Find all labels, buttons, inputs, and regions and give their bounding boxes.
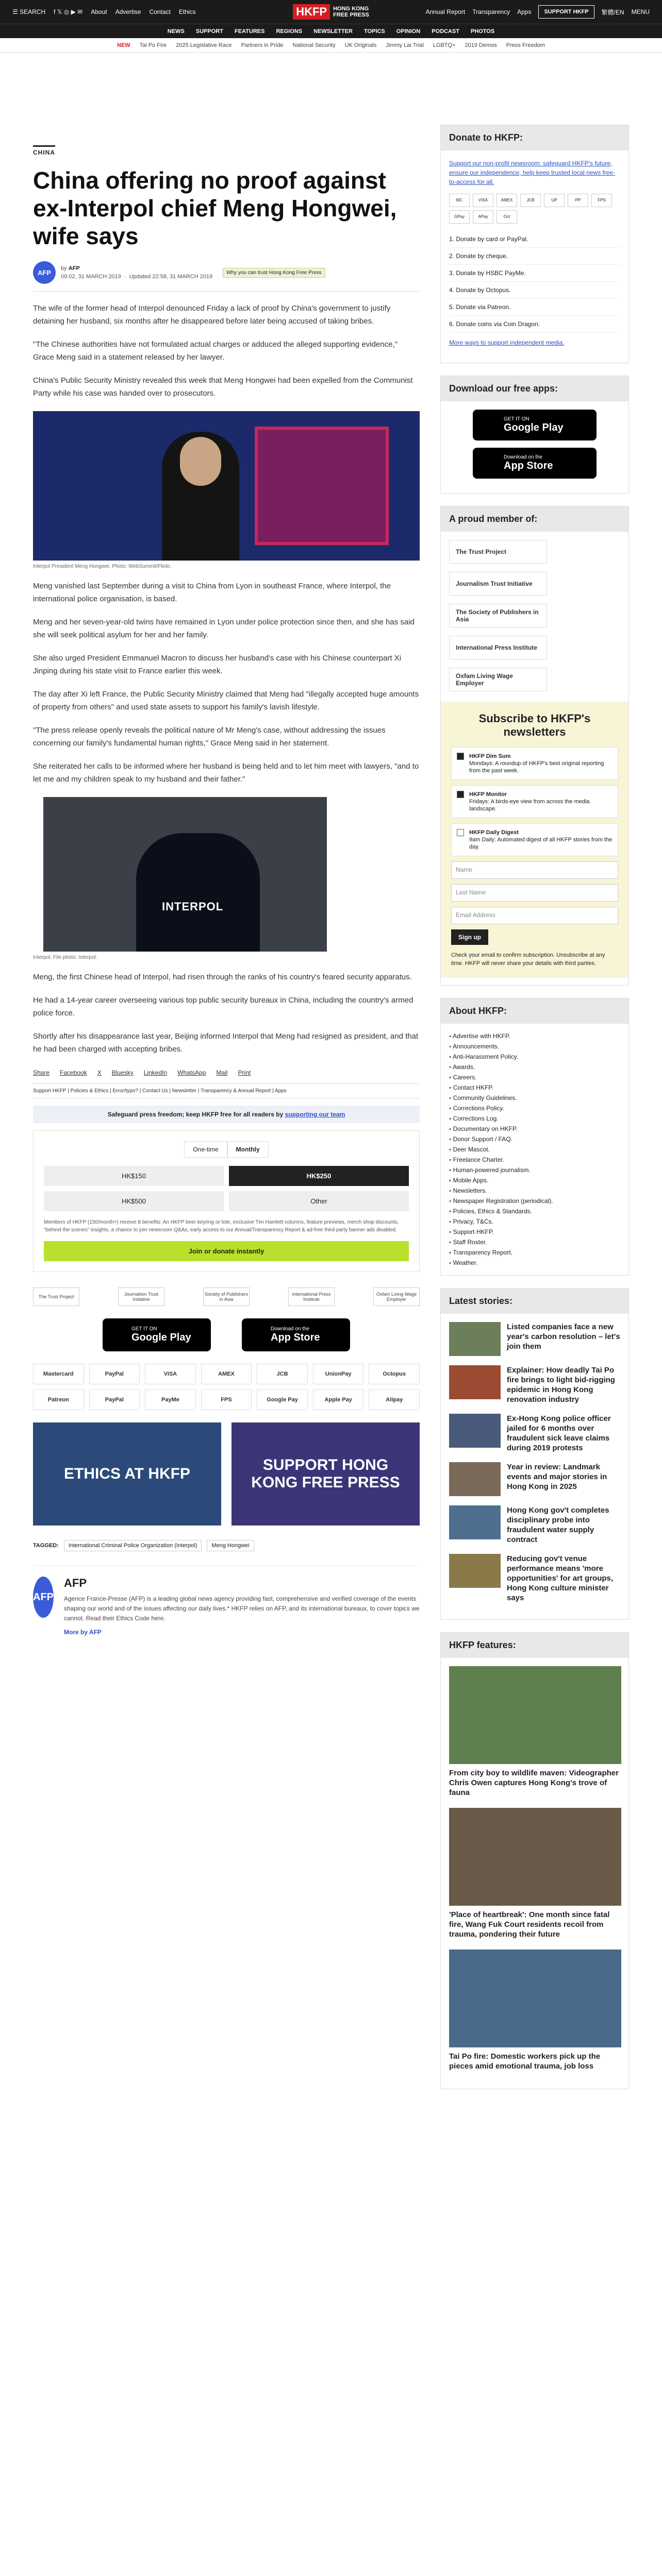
payment-logo: Google Pay	[257, 1389, 308, 1410]
photo-face	[180, 437, 221, 486]
newsletter-title: Subscribe to HKFP's newsletters	[478, 712, 591, 738]
newsletter-desc: 9am Daily: Automated digest of all HKFP stories from the day.	[469, 837, 613, 850]
payment-logo: Mastercard	[33, 1364, 84, 1384]
google-play-button[interactable]: GET IT ON Google Play	[103, 1318, 211, 1351]
menu-button[interactable]: MENU	[631, 8, 650, 15]
features-box	[440, 1632, 629, 2089]
subnav-item[interactable]: National Security	[292, 42, 336, 48]
member-title: A proud member of:	[441, 506, 628, 532]
author-box-avatar[interactable]: AFP	[33, 1577, 54, 1618]
about-link[interactable]: ▪ Advertise with HKFP.	[449, 1031, 620, 1041]
newsletter-desc: Fridays: A birds-eye view from across the media landscape.	[469, 799, 590, 812]
share-print[interactable]: Print	[238, 1069, 251, 1076]
newsletter-name: HKFP Daily Digest	[469, 829, 519, 836]
donate-option[interactable]: 1. Donate by card or PayPal.	[449, 231, 620, 248]
newsletter-checkbox[interactable]	[457, 753, 464, 760]
donate-option[interactable]: 4. Donate by Octopus.	[449, 282, 620, 299]
ethics-link[interactable]: Ethics	[178, 8, 196, 15]
card-logo: AMEX	[496, 194, 517, 207]
main-nav	[0, 24, 662, 38]
site-logo[interactable]	[293, 4, 369, 20]
safeguard-banner: Safeguard press freedom; keep HKFP free for all readers by supporting our team	[33, 1106, 420, 1123]
newsletter-option[interactable]	[451, 785, 618, 818]
article-main	[33, 53, 420, 2102]
newsletter-box	[441, 702, 628, 978]
membership-note: Members of HKFP (150/month+) receive 8 benefits: An HKFP beer keyring or tote, exclusive Tim Hamlett columns, feature previews, merch shop discounts, "behind the scenes" insights, a chance to join newsroom Q&As, early access to our Annual/Transparency Report & ad-free third-party banner ads disabled.	[44, 1219, 399, 1233]
social-icons[interactable]: f 𝕏 ◎ ▶ ✉	[54, 8, 83, 15]
member-logo[interactable]: International Press Institute	[449, 636, 547, 659]
more-ways-link[interactable]: More ways to support independent media.	[449, 339, 565, 346]
payment-logo: PayMe	[145, 1389, 196, 1410]
payment-logo: VISA	[145, 1364, 196, 1384]
nav-item-news[interactable]: NEWS	[167, 28, 185, 35]
more-by-author-link[interactable]: More by AFP	[64, 1629, 102, 1636]
transparency-link[interactable]: Transparency	[472, 8, 510, 15]
about-link[interactable]: ▪ Documentary on HKFP.	[449, 1124, 620, 1134]
newsletter-option-text	[469, 829, 613, 851]
about-link[interactable]: ▪ Newspaper Registration (periodical).	[449, 1196, 620, 1206]
feature-image[interactable]	[449, 1666, 621, 1764]
card-logo: VISA	[473, 194, 493, 207]
card-logo: UP	[544, 194, 565, 207]
payment-logo: Alipay	[369, 1389, 420, 1410]
author-link[interactable]: AFP	[68, 265, 80, 272]
article-title: China offering no proof against ex-Interpol chief Meng Hongwei, wife says	[33, 167, 397, 249]
nav-item-podcast[interactable]: PODCAST	[432, 28, 459, 35]
ethics-banner[interactable]: ETHICS AT HKFP	[33, 1422, 221, 1526]
page-wrap	[0, 53, 662, 2102]
about-link[interactable]: ▪ Announcements.	[449, 1041, 620, 1052]
nav-item-newsletter[interactable]: NEWSLETTER	[313, 28, 353, 35]
member-logo[interactable]: Oxfam Living Wage Employer	[449, 668, 547, 691]
byline	[33, 261, 420, 292]
trust-badge[interactable]: Why you can trust Hong Kong Free Press	[223, 268, 325, 278]
paragraph: The wife of the former head of Interpol denounced Friday a lack of proof by China's government to justify detaining her husband, six months after he disappeared before later being accused of taking bribes.	[33, 304, 391, 326]
nav-item-features[interactable]: FEATURES	[234, 28, 265, 35]
member-logos	[441, 540, 628, 691]
share-bar	[33, 1069, 420, 1076]
newsletter-option-text	[469, 753, 613, 774]
amount-option[interactable]: HK$500	[44, 1191, 224, 1211]
share-share[interactable]: Share	[33, 1069, 50, 1076]
advertise-link[interactable]: Advertise	[115, 8, 141, 15]
support-hkfp-button[interactable]: SUPPORT HKFP	[538, 5, 594, 19]
promo-banners	[33, 1422, 420, 1526]
share-bluesky[interactable]: Bluesky	[111, 1069, 134, 1076]
apps-box	[440, 376, 629, 494]
payment-logo: JCB	[257, 1364, 308, 1384]
photo-caption: Interpol. File photo: Interpol.	[33, 955, 97, 960]
trust-logo[interactable]: International Press Institute	[288, 1287, 335, 1306]
latest-story[interactable]	[449, 1462, 620, 1496]
latest-story[interactable]	[449, 1365, 620, 1404]
features-title: HKFP features:	[441, 1633, 628, 1658]
newsletter-checkbox[interactable]	[457, 791, 464, 798]
payment-logo: Apple Pay	[313, 1389, 364, 1410]
author-box	[33, 1566, 420, 1636]
author-avatar[interactable]: AFP	[33, 261, 56, 284]
join-donate-button[interactable]: Join or donate instantly	[44, 1241, 409, 1261]
story-thumbnail[interactable]	[449, 1505, 501, 1539]
newsletter-checkbox[interactable]	[457, 829, 464, 836]
donate-widget	[33, 1130, 420, 1272]
payment-logo: Octopus	[369, 1364, 420, 1384]
trust-logo[interactable]: Oxfam Living Wage Employer	[373, 1287, 420, 1306]
author-box-bio: Agence France-Presse (AFP) is a leading global news agency providing fast, comprehensive and verified coverage of the events shaping our world and of the issues affecting our daily lives.* HKFP relies on AFP, and its international bureaux, to cover topics we cannot. Read their Ethics Code here.	[64, 1595, 420, 1622]
nav-item-topics[interactable]: TOPICS	[363, 28, 385, 35]
about-link[interactable]: ▪ Newsletters.	[449, 1185, 620, 1196]
paragraph: "The Chinese authorities have not formulated actual charges or adduced the alleged supporting evidence," Grace Meng said in a statement released by her lawyer.	[33, 340, 398, 362]
about-link[interactable]: ▪ Weather.	[449, 1258, 620, 1268]
card-logo: GPay	[449, 210, 470, 224]
trust-logo[interactable]: Journalism Trust Initiative	[118, 1287, 164, 1306]
card-logo: MC	[449, 194, 470, 207]
amount-option-other[interactable]: Other	[229, 1191, 409, 1211]
about-link[interactable]: ▪ Policies, Ethics & Standards.	[449, 1206, 620, 1216]
share-linkedin[interactable]: LinkedIn	[143, 1069, 168, 1076]
paragraph: Meng vanished last September during a visit to China from Lyon in southeast France, where Interpol, the international police organisation, is based.	[33, 582, 391, 603]
logo-mark: HKFP	[293, 4, 330, 20]
search-link[interactable]: ☰ SEARCH	[12, 8, 46, 15]
donate-intro-link[interactable]: Support our non-profit newsroom: safeguard HKFP's future, ensure our independence, help keep trusted local news free-to-access for all.	[449, 160, 616, 185]
publish-date: 09:02, 31 MARCH 2019	[61, 274, 121, 280]
story-title[interactable]: Listed companies face a new year's carbon resolution – let's join them	[507, 1323, 620, 1351]
about-link[interactable]: ▪ Community Guidelines.	[449, 1093, 620, 1103]
story-thumbnail[interactable]	[449, 1462, 501, 1496]
share-facebook[interactable]: Facebook	[60, 1069, 87, 1076]
story-title[interactable]: Ex-Hong Kong police officer jailed for 6 months over fraudulent sick leave claims during 2019 protests	[507, 1414, 611, 1452]
newsletter-disclaimer: Check your email to confirm subscription. Unsubscribe at any time. HKFP will never share your details with third parties.	[451, 952, 605, 967]
subnav-item[interactable]: 2019 Demos	[465, 42, 497, 48]
share-whatsapp[interactable]: WhatsApp	[177, 1069, 206, 1076]
donate-option[interactable]: 5. Donate via Patreon.	[449, 299, 620, 316]
newsletter-options	[451, 747, 618, 856]
app-store-button[interactable]: Download on the App Store	[242, 1318, 350, 1351]
share-mail[interactable]: Mail	[216, 1069, 228, 1076]
new-label: NEW	[117, 42, 130, 48]
tagged-label: TAGGED:	[33, 1543, 59, 1549]
tags	[33, 1540, 420, 1551]
subnav-item[interactable]: Jimmy Lai Trial	[386, 42, 424, 48]
about-link[interactable]: ▪ Staff Roster.	[449, 1237, 620, 1247]
card-logo: PP	[568, 194, 588, 207]
story-thumbnail[interactable]	[449, 1365, 501, 1399]
tag-link[interactable]: Meng Hongwei	[207, 1540, 254, 1551]
subnav-item[interactable]: Partners in Pride	[241, 42, 284, 48]
member-box	[440, 506, 629, 986]
latest-story[interactable]	[449, 1554, 620, 1603]
app-buttons	[33, 1318, 420, 1351]
byline-meta: by AFP 09:02, 31 MARCH 2019 · Updated 22:58, 31 MARCH 2019	[61, 265, 213, 280]
paragraph: She also urged President Emmanuel Macron to discuss her husband's case with his Chinese counterpart Xi Jinping during his state visit to France earlier this week.	[33, 654, 402, 675]
subnav-item[interactable]: UK Originals	[344, 42, 377, 48]
story-title[interactable]: Year in review: Landmark events and major stories in Hong Kong in 2025	[507, 1463, 607, 1491]
about-link[interactable]: ▪ Careers.	[449, 1072, 620, 1082]
tag-link[interactable]: International Criminal Police Organization (Interpol)	[64, 1540, 202, 1551]
apps-link[interactable]: Apps	[517, 8, 532, 15]
paragraph: "The press release openly reveals the political nature of Mr Meng's case, without addressing the issues concerning our family's fundamental human rights," Grace Meng said in her statement.	[33, 726, 386, 748]
article-footer-links[interactable]: Support HKFP | Policies & Ethics | Error/typo? | Contact Us | Newsletter | Transparency & Annual Report | Apps	[33, 1083, 420, 1098]
feature-title[interactable]: Tai Po fire: Domestic workers pick up the pieces amid emotional trauma, job loss	[449, 2052, 601, 2071]
paragraph: He had a 14-year career overseeing various top public security bureaux in China, including the country's armed police force.	[33, 996, 413, 1018]
photo-interpol-text: INTERPOL	[162, 900, 224, 913]
payment-logo: FPS	[201, 1389, 252, 1410]
card-logo: APay	[473, 210, 493, 224]
story-thumbnail[interactable]	[449, 1322, 501, 1356]
story-title[interactable]: Reducing gov't venue performance means 'more opportunities' for art groups, Hong Kong culture minister says	[507, 1554, 614, 1602]
payment-logo: UnionPay	[313, 1364, 364, 1384]
donation-frequency	[44, 1141, 409, 1158]
amount-grid	[44, 1166, 409, 1211]
latest-box	[440, 1288, 629, 1620]
subnav-item[interactable]: Press Freedom	[506, 42, 545, 48]
top-bar-left	[12, 8, 293, 15]
story-title[interactable]: Explainer: How deadly Tai Po fire brings to light bid-rigging epidemic in Hong Kong renovation industry	[507, 1366, 615, 1404]
about-link[interactable]: ▪ Anti-Harassment Policy.	[449, 1052, 620, 1062]
support-team-link[interactable]: supporting our team	[285, 1111, 345, 1118]
nav-item-photos[interactable]: PHOTOS	[470, 28, 495, 35]
nav-item-regions[interactable]: REGIONS	[276, 28, 303, 35]
amount-option-selected[interactable]: HK$250	[229, 1166, 409, 1186]
about-link[interactable]: ▪ Donor Support / FAQ.	[449, 1134, 620, 1144]
top-bar-right	[369, 5, 650, 19]
photo-caption: Interpol President Meng Hongwei. Photo: WebSummit/Flickr.	[33, 564, 172, 569]
language-toggle[interactable]: 繁體/EN	[601, 8, 624, 16]
sidebar-app-store[interactable]: Download on the App Store	[473, 448, 597, 479]
photo-interpol	[43, 797, 327, 952]
signup-button[interactable]: Sign up	[451, 929, 488, 945]
payment-logo: PayPal	[89, 1389, 140, 1410]
about-link[interactable]: ▪ Corrections Policy.	[449, 1103, 620, 1113]
about-link[interactable]: ▪ Privacy, T&Cs.	[449, 1216, 620, 1227]
about-title: About HKFP:	[441, 998, 628, 1024]
nav-item-opinion[interactable]: OPINION	[396, 28, 421, 35]
payment-logo: Patreon	[33, 1389, 84, 1410]
card-logo: FPS	[591, 194, 612, 207]
photo-officer	[136, 833, 260, 952]
subnav-item[interactable]: Tai Po Fire	[139, 42, 167, 48]
logo-text: HONG KONG FREE PRESS	[333, 6, 369, 18]
trust-logos	[33, 1287, 420, 1306]
about-link[interactable]: About	[91, 8, 107, 15]
trust-logo[interactable]: Society of Publishers in Asia	[203, 1287, 250, 1306]
about-link[interactable]: ▪ Support HKFP.	[449, 1227, 620, 1237]
feature-stories	[441, 1666, 628, 2071]
paragraph: Meng and her seven-year-old twins have remained in Lyon under police protection since then, and she has said she will seek political asylum for her and her family.	[33, 618, 415, 639]
card-logo: Oct	[496, 210, 517, 224]
donate-title: Donate to HKFP:	[441, 125, 628, 150]
support-banner[interactable]: SUPPORT HONG KONG FREE PRESS	[231, 1422, 420, 1526]
newsletter-name: HKFP Monitor	[469, 791, 507, 798]
monthly-toggle[interactable]: Monthly	[227, 1141, 269, 1158]
donate-option[interactable]: 6. Donate coins via Coin Dragon.	[449, 316, 620, 333]
latest-story[interactable]	[449, 1505, 620, 1545]
newsletter-option-text	[469, 791, 613, 812]
email-field[interactable]: Email Address	[451, 907, 618, 924]
sidebar-google-play[interactable]: GET IT ON Google Play	[473, 410, 597, 440]
photo-backdrop	[255, 427, 389, 545]
paragraph: China's Public Security Ministry revealed this week that Meng Hongwei had been expelled from the Communist Party while his case was handed over to prosecutors.	[33, 376, 413, 398]
figure-interpol	[33, 797, 420, 960]
about-link[interactable]: ▪ Freelance Charter.	[449, 1155, 620, 1165]
paragraph: She reiterated her calls to be informed where her husband is being held and to let him meet with lawyers, "and to let me and my children speak to my husband and their father."	[33, 762, 419, 784]
about-link[interactable]: ▪ Contact HKFP.	[449, 1082, 620, 1093]
apps-title: Download our free apps:	[441, 376, 628, 401]
about-link[interactable]: ▪ Deer Mascot.	[449, 1144, 620, 1155]
feature-image[interactable]	[449, 1950, 621, 2047]
figure-meng	[33, 411, 420, 569]
latest-story[interactable]	[449, 1322, 620, 1356]
member-logo[interactable]: The Society of Publishers in Asia	[449, 604, 547, 628]
last-name-field[interactable]: Last Name	[451, 884, 618, 902]
feature-title[interactable]: 'Place of heartbreak': One month since fatal fire, Wang Fuk Court residents recoil from trauma, pondering their future	[449, 1910, 610, 1939]
paragraph: The day after Xi left France, the Public Security Ministry claimed that Meng had "illegally accepted huge amounts of property from others" and used state assets to support his family's lavish lifestyle.	[33, 690, 419, 711]
sub-nav	[0, 38, 662, 53]
about-box	[440, 998, 629, 1276]
about-link[interactable]: ▪ Transparency Report.	[449, 1247, 620, 1258]
newsletter-option[interactable]	[451, 823, 618, 856]
member-logo[interactable]: Journalism Trust Initiative	[449, 572, 547, 596]
story-title[interactable]: Hong Kong gov't completes disciplinary probe into fraudulent water supply contract	[507, 1506, 609, 1544]
contact-link[interactable]: Contact	[149, 8, 171, 15]
about-link[interactable]: ▪ Awards.	[449, 1062, 620, 1072]
paragraph: Meng, the first Chinese head of Interpol, had risen through the ranks of his country's feared security apparatus.	[33, 973, 412, 981]
latest-stories	[441, 1322, 628, 1603]
payment-logo: AMEX	[201, 1364, 252, 1384]
about-link[interactable]: ▪ Corrections Log.	[449, 1113, 620, 1124]
annual-report-link[interactable]: Annual Report	[425, 8, 466, 15]
nav-item-support[interactable]: SUPPORT	[195, 28, 223, 35]
donate-options	[449, 231, 620, 333]
story-thumbnail[interactable]	[449, 1414, 501, 1448]
about-link[interactable]: ▪ Mobile Apps.	[449, 1175, 620, 1185]
member-logo[interactable]: The Trust Project	[449, 540, 547, 564]
updated-date: Updated 22:58, 31 MARCH 2019	[129, 274, 213, 280]
about-links	[441, 1031, 628, 1268]
payment-logo: PayPal	[89, 1364, 140, 1384]
name-field[interactable]: Name	[451, 861, 618, 879]
author-box-name[interactable]: AFP	[64, 1577, 87, 1589]
feature-title[interactable]: From city boy to wildlife maven: Videographer Chris Owen captures Hong Kong's trove of fauna	[449, 1769, 619, 1797]
paragraph: Shortly after his disappearance last year, Beijing informed Interpol that Meng had resigned as president, and that he had been charged with accepting bribes.	[33, 1032, 419, 1054]
latest-title: Latest stories:	[441, 1289, 628, 1314]
sidebar	[440, 53, 629, 2102]
card-logos	[449, 194, 620, 224]
subnav-item[interactable]: LGBTQ+	[433, 42, 456, 48]
latest-story[interactable]	[449, 1414, 620, 1453]
photo-meng-hongwei	[33, 411, 420, 561]
article-category[interactable]: CHINA	[33, 145, 55, 156]
top-bar	[0, 0, 662, 24]
newsletter-option[interactable]	[451, 747, 618, 780]
donate-box	[440, 125, 629, 363]
newsletter-name: HKFP Dim Sum	[469, 753, 511, 759]
newsletter-desc: Mondays: A roundup of HKFP's best original reporting from the past week.	[469, 760, 604, 774]
donate-option[interactable]: 3. Donate by HSBC PayMe.	[449, 265, 620, 282]
subnav-item[interactable]: 2025 Legislative Race	[176, 42, 232, 48]
card-logo: JCB	[520, 194, 541, 207]
feature-image[interactable]	[449, 1808, 621, 1906]
donate-option[interactable]: 2. Donate by cheque.	[449, 248, 620, 265]
payment-methods	[33, 1364, 420, 1410]
amount-option[interactable]: HK$150	[44, 1166, 224, 1186]
trust-logo[interactable]: The Trust Project	[33, 1287, 79, 1306]
story-thumbnail[interactable]	[449, 1554, 501, 1588]
about-link[interactable]: ▪ Human-powered journalism.	[449, 1165, 620, 1175]
share-x[interactable]: X	[97, 1069, 102, 1076]
one-time-toggle[interactable]: One-time	[184, 1141, 227, 1158]
